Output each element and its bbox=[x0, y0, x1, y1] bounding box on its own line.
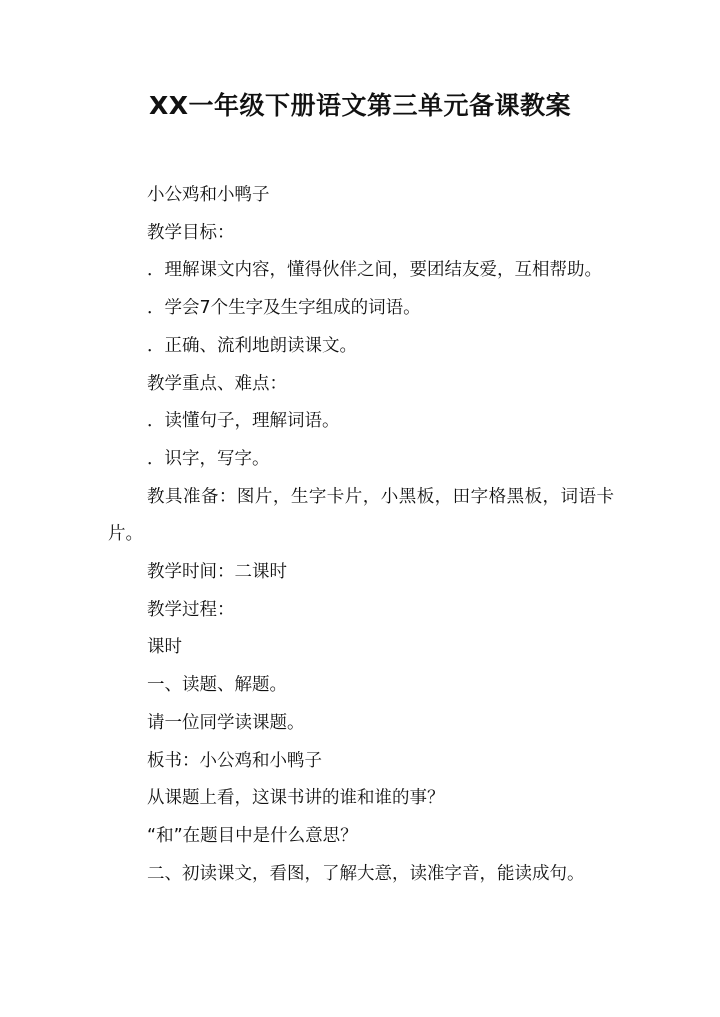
body-paragraph: 从课题上看，这课书讲的谁和谁的事？ bbox=[147, 788, 445, 809]
body-paragraph: 请一位同学读课题。 bbox=[147, 712, 305, 733]
materials-paragraph: 教具准备：图片，生字卡片，小黑板，田字格黑板，词语卡片。 bbox=[108, 486, 614, 545]
objective-item: ．学会7个生字及生字组成的词语。 bbox=[147, 298, 421, 319]
objective-item: ．理解课文内容，懂得伙伴之间，要团结友爱，互相帮助。 bbox=[147, 260, 602, 281]
key-point-item: ．识字，写字。 bbox=[147, 448, 270, 469]
step-heading: 一、读题、解题。 bbox=[147, 675, 287, 696]
step-heading: 二、初读课文，看图，了解大意，读准字音，能读成句。 bbox=[147, 863, 585, 884]
lesson-period: 课时 bbox=[147, 637, 182, 658]
body-paragraph: “和”在题目中是什么意思？ bbox=[147, 825, 358, 846]
key-points-heading: 教学重点、难点： bbox=[147, 373, 287, 394]
objectives-heading: 教学目标： bbox=[147, 222, 235, 243]
objective-item: ．正确、流利地朗读课文。 bbox=[147, 335, 357, 356]
teaching-time: 教学时间：二课时 bbox=[147, 562, 287, 583]
key-point-item: ．读懂句子，理解词语。 bbox=[147, 411, 340, 432]
document-title: XX一年级下册语文第三单元备课教案 bbox=[148, 91, 572, 120]
lesson-name: 小公鸡和小鸭子 bbox=[147, 185, 270, 205]
document-body bbox=[108, 177, 614, 893]
process-heading: 教学过程： bbox=[147, 599, 235, 620]
body-paragraph: 板书：小公鸡和小鸭子 bbox=[147, 750, 322, 771]
